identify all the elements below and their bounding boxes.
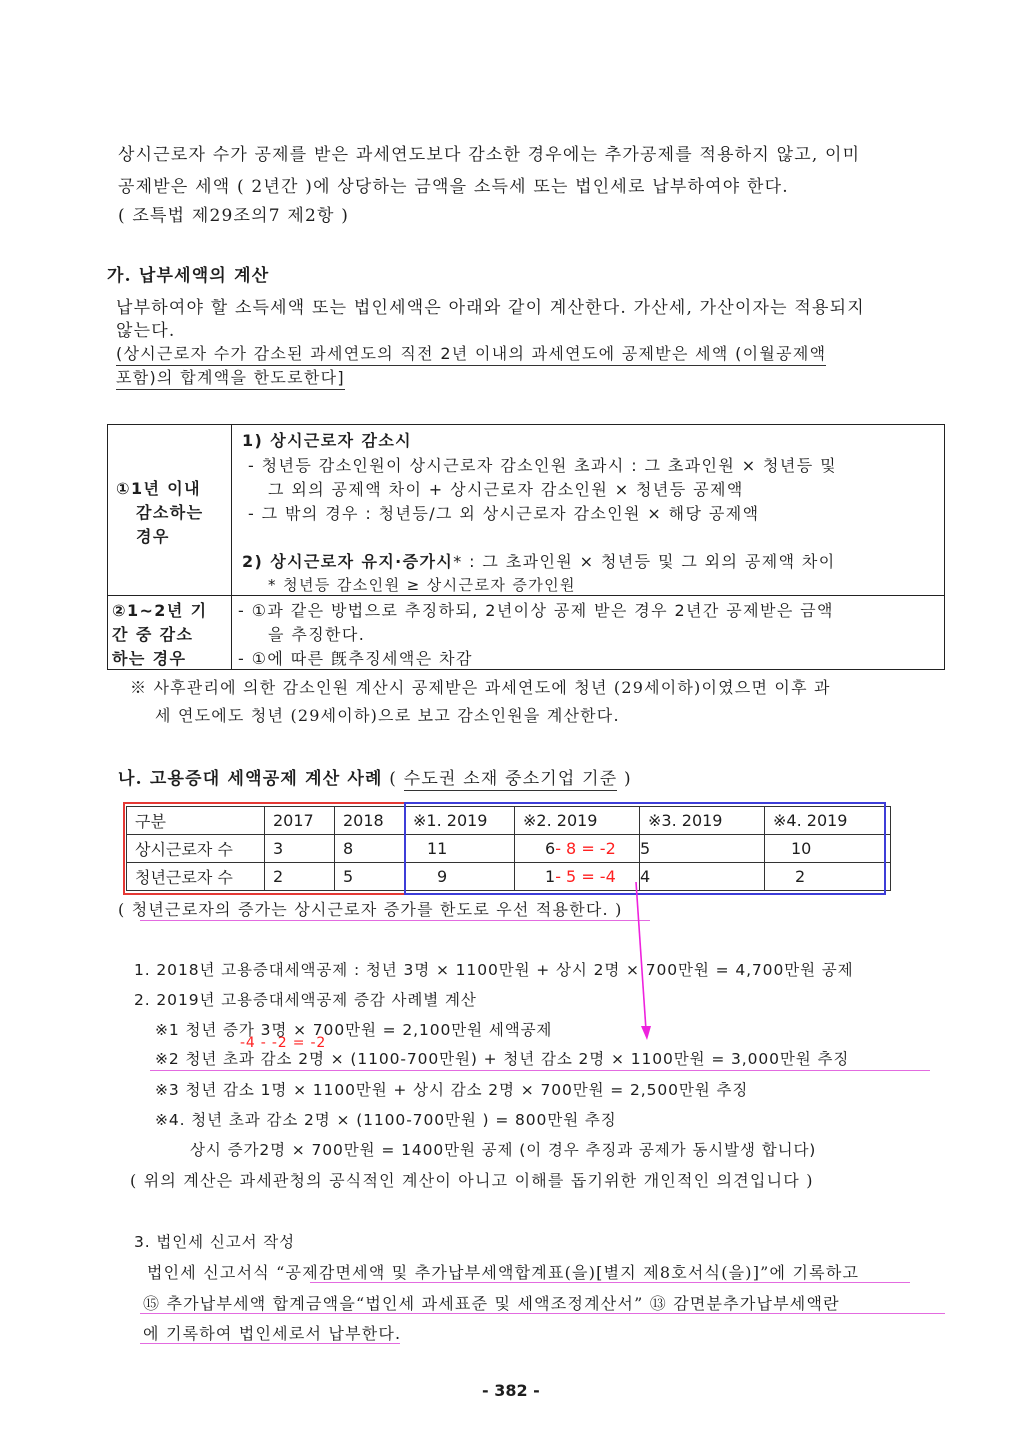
cell: 10 [765,835,891,863]
row1-content-2: - 청년등 감소인원이 상시근로자 감소인원 초과시 : 그 초과인원 × 청년등 및 [248,456,837,475]
section3-heading: 3. 법인세 신고서 작성 [134,1233,296,1251]
cell: 5 [640,835,765,863]
row1-content-6: * 청년등 감소인원 ≥ 상시근로자 증가인원 [268,576,576,594]
calc-case-4: ※4. 청년 초과 감소 2명 × (1100-700만원 ) = 800만원 추징 [155,1111,617,1129]
note-line-1: ※ 사후관리에 의한 감소인원 계산시 공제받은 과세연도에 청년 (29세이하)이였으면 이후 과 [130,678,831,697]
row1-content-4: - 그 밖의 경우 : 청년등/그 외 상시근로자 감소인원 × 해당 공제액 [248,504,760,523]
row1-label-2: 감소하는 [136,503,204,522]
cell: 9 [405,863,515,891]
row1-content-5a: 2) 상시근로자 유지·증가시 [242,552,454,571]
row2-label-1: ②1~2년 기 [112,601,208,620]
calc-case-1: ※1 청년 증가 3명 × 700만원 = 2,100만원 세액공제 [155,1021,553,1039]
table2-note: ( 청년근로자의 증가는 상시근로자 증가를 한도로 우선 적용한다. ) [118,900,623,919]
row1-content-5 [242,549,836,572]
row-label: 상시근로자 수 [127,835,265,863]
header-cell: ※2. 2019 [515,807,640,835]
section3-line-2: ⑮ 추가납부세액 합계금액을“법인세 과세표준 및 세액조정계산서” ⑬ 감면분추가납부세액란 [143,1294,840,1313]
section-na-sub: 수도권 소재 중소기업 기준 [403,769,618,789]
row2-label-2: 간 중 감소 [112,625,194,644]
header-cell: ※3. 2019 [640,807,765,835]
cell-value: 1 [545,867,556,886]
header-cell: ※1. 2019 [405,807,515,835]
intro-line-2: 공제받은 세액 ( 2년간 )에 상당하는 금액을 소득세 또는 법인세로 납부하여야 한다. [118,177,789,197]
row1-content-5b: * : 그 초과인원 × 청년등 및 그 외의 공제액 차이 [453,552,836,571]
red-highlight-box [123,802,406,895]
cell: 5 [335,863,405,891]
calc-item-1: 1. 2018년 고용증대세액공제 : 청년 3명 × 1100만원 + 상시 2명 × 700만원 = 4,700만원 공제 [134,961,854,979]
section-ga-line-1: 납부하여야 할 소득세액 또는 법인세액은 아래와 같이 계산한다. 가산세, 가산이자는 적용되지 [116,298,865,318]
cell-value: 6 [545,839,556,858]
header-cell: 2018 [335,807,405,835]
pink-underline [140,1313,945,1314]
header-cell: 2017 [265,807,335,835]
pink-underline [140,920,650,921]
intro-line-3: ( 조특법 제29조의7 제2항 ) [118,206,350,226]
section3-line-3: 에 기록하여 법인세로서 납부한다. [143,1324,402,1343]
row2-label-3: 하는 경우 [112,649,187,668]
calc-case-2: ※2 청년 초과 감소 2명 × (1100-700만원) + 청년 감소 2명 × 1100만원 = 3,000만원 추징 [155,1050,850,1068]
row1-content-1: 1) 상시근로자 감소시 [242,431,413,450]
header-cell: ※4. 2019 [765,807,891,835]
section-ga-line-3: (상시근로자 수가 감소된 과세연도의 직전 2년 이내의 과세연도에 공제받은 세액 (이월공제액 [116,341,826,366]
cell: 2 [765,863,891,891]
pink-underline [140,1343,400,1344]
section-na-heading-line [118,764,632,789]
cell: 11 [405,835,515,863]
row1-label-3: 경우 [136,527,170,546]
calc-disclaimer: ( 위의 계산은 과세관청의 공식적인 계산이 아니고 이해를 돕기위한 개인적인 의견입니다 ) [130,1171,814,1190]
red-annotation: - 8 = -2 [555,839,616,858]
row1-label-1: ①1년 이내 [116,479,202,498]
calc-case-4b: 상시 증가2명 × 700만원 = 1400만원 공제 (이 경우 추징과 공제가 동시발생 합니다) [190,1141,817,1159]
section-na-close: ) [624,769,632,789]
section-ga-line-4: 포함)의 합계액을 한도로한다] [116,365,345,390]
row1-content-3: 그 외의 공제액 차이 + 상시근로자 감소인원 × 청년등 공제액 [268,480,744,499]
cell: 8 [335,835,405,863]
page-number: - 382 - [482,1381,540,1400]
calc-item-2: 2. 2019년 고용증대세액공제 증감 사례별 계산 [134,991,477,1009]
header-cell: 구분 [127,807,265,835]
section-ga-heading: 가. 납부세액의 계산 [107,266,270,286]
cell: 3 [265,835,335,863]
calc-red-note: -4 - -2 = -2 [240,1035,327,1051]
pink-underline [310,1282,910,1283]
section-na-heading: 나. 고용증대 세액공제 계산 사례 [118,769,383,789]
section3-line-1: 법인세 신고서식 “공제감면세액 및 추가납부세액합계표(을)[별지 제8호서식(을)]”에 기록하고 [147,1263,860,1282]
calc-case-3: ※3 청년 감소 1명 × 1100만원 + 상시 감소 2명 × 700만원 = 2,500만원 추징 [155,1081,749,1099]
intro-line-1: 상시근로자 수가 공제를 받은 과세연도보다 감소한 경우에는 추가공제를 적용하지 않고, 이미 [118,145,861,165]
reduction-table [107,424,945,670]
note-line-2: 세 연도에도 청년 (29세이하)으로 보고 감소인원을 계산한다. [155,706,620,725]
section-ga-line-2: 않는다. [116,321,176,341]
row2-content-1: - ①과 같은 방법으로 추징하되, 2년이상 공제 받은 경우 2년간 공제받은 금액 [238,601,834,620]
row-label: 청년근로자 수 [127,863,265,891]
section-na-open: ( [389,769,398,789]
row2-content-3: - ①에 따른 旣추징세액은 차감 [238,649,473,668]
red-annotation: - 5 = -4 [555,867,616,886]
cell: 2 [265,863,335,891]
pink-underline [150,1070,930,1071]
cell: 4 [640,863,765,891]
row2-content-2: 을 추징한다. [268,625,366,644]
